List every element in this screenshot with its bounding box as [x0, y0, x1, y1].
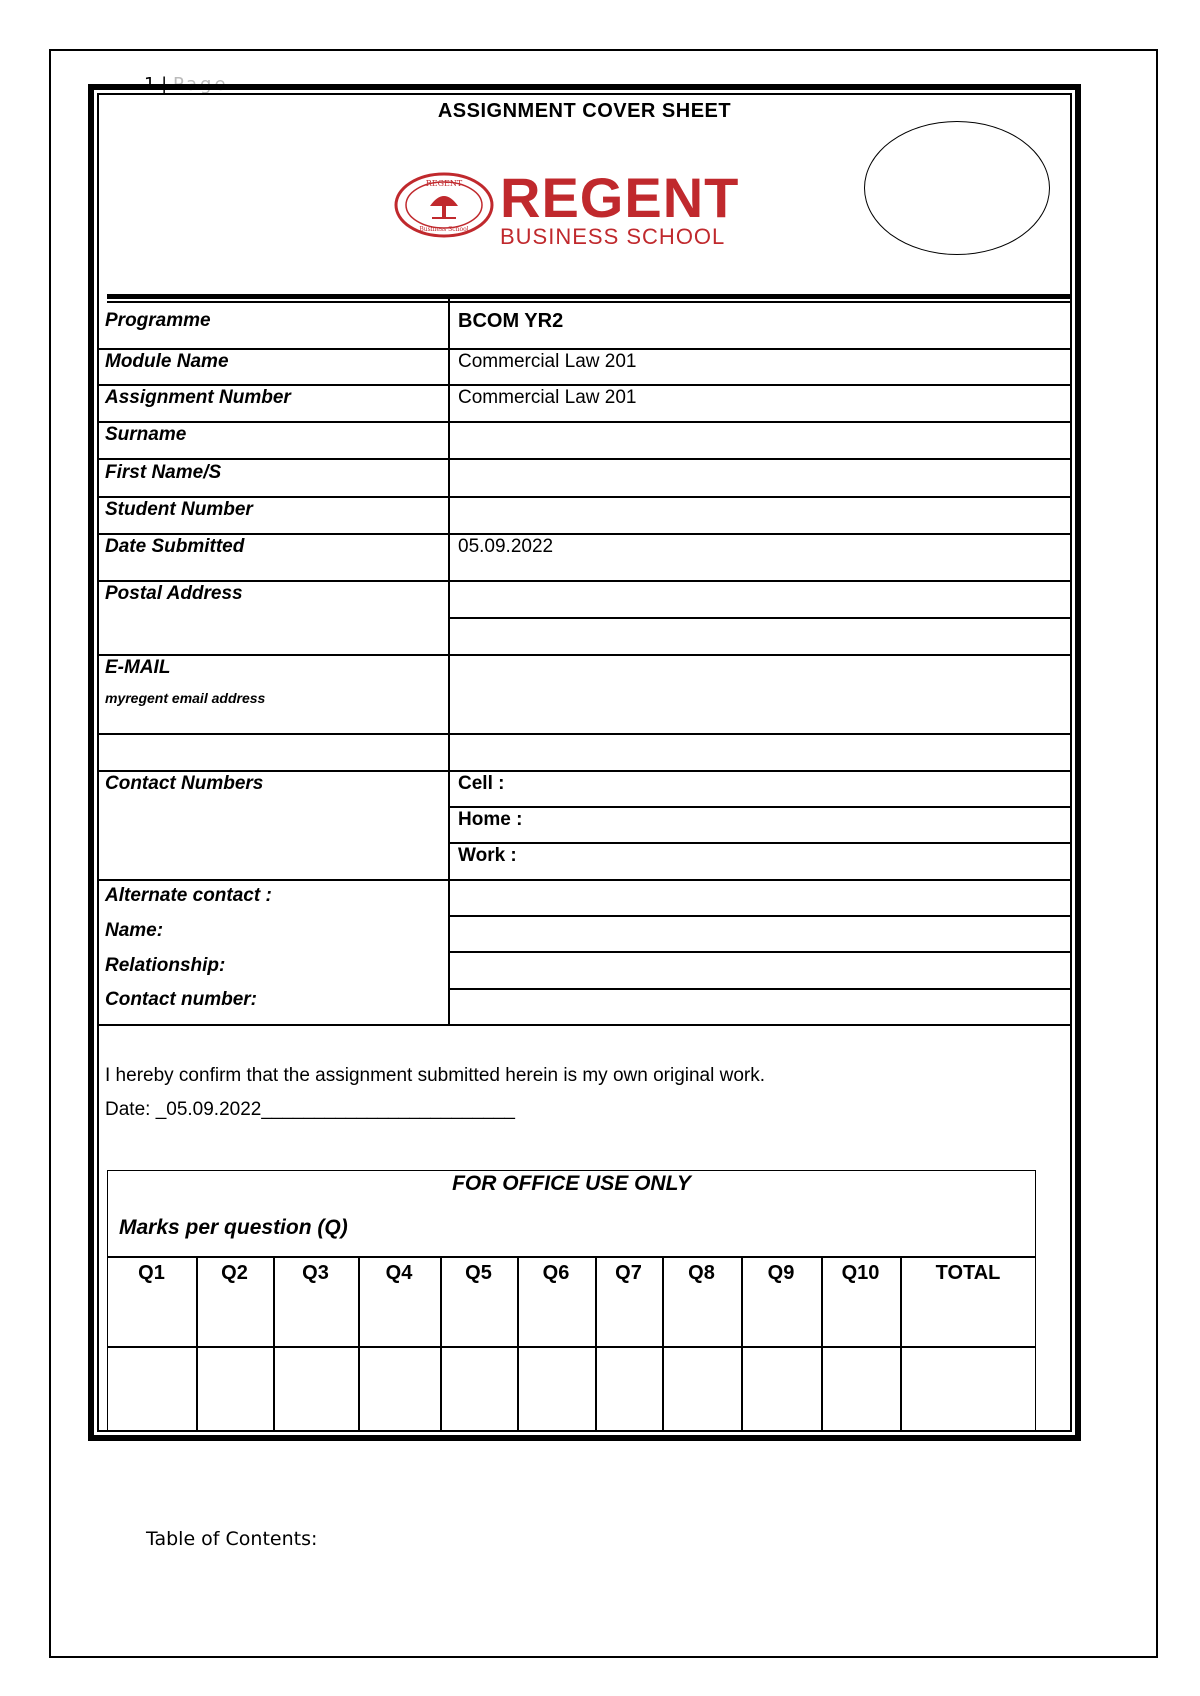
q3-header: Q3	[302, 1262, 329, 1284]
row-divider	[448, 988, 1072, 990]
photo-placeholder	[864, 121, 1050, 255]
row-divider	[97, 654, 1072, 656]
table-of-contents-heading: Table of Contents:	[146, 1528, 318, 1550]
date-submitted-label: Date Submitted	[105, 536, 245, 557]
q5-header: Q5	[465, 1262, 492, 1284]
alternate-name-label: Name:	[105, 920, 164, 941]
row-divider	[97, 733, 1072, 735]
office-use-box	[107, 1170, 1036, 1432]
total-header: TOTAL	[935, 1262, 1001, 1284]
seal-text-bottom: Business School	[419, 226, 469, 233]
q1-header: Q1	[138, 1262, 165, 1284]
row-divider	[448, 348, 1072, 350]
student-number-field[interactable]	[458, 499, 1058, 529]
alternate-contact-label: Alternate contact :	[105, 885, 272, 906]
student-number-label: Student Number	[105, 499, 253, 520]
row-divider	[97, 458, 1072, 460]
row-divider	[97, 770, 1072, 772]
row-divider	[97, 1024, 1072, 1026]
row-divider	[97, 348, 448, 350]
row-divider	[448, 951, 1072, 953]
regent-seal-logo	[394, 172, 494, 238]
q10-header: Q10	[841, 1262, 880, 1284]
date-submitted-value[interactable]: 05.09.2022	[458, 536, 554, 557]
postal-address-field-1[interactable]	[458, 583, 1058, 613]
q6-header: Q6	[542, 1262, 570, 1284]
marks-row-divider	[107, 1346, 1036, 1348]
seal-text-top: REGENT	[425, 179, 463, 188]
row-divider	[448, 617, 1072, 619]
row-divider	[97, 879, 1072, 881]
work-label[interactable]: Work :	[458, 845, 517, 866]
cell-label[interactable]: Cell :	[458, 773, 505, 794]
email-label: E-MAIL	[105, 657, 171, 678]
row-divider	[448, 806, 1072, 808]
office-use-title: FOR OFFICE USE ONLY	[452, 1172, 691, 1195]
email-field[interactable]	[458, 660, 1058, 730]
assignment-number-value[interactable]: Commercial Law 201	[458, 387, 637, 408]
programme-value[interactable]: BCOM YR2	[458, 310, 564, 332]
email-sublabel: myregent email address	[105, 690, 266, 706]
home-label[interactable]: Home :	[458, 809, 523, 830]
marks-header-divider	[107, 1256, 1036, 1258]
postal-address-field-2[interactable]	[458, 620, 1058, 650]
q8-header: Q8	[688, 1262, 715, 1284]
brand-name: REGENT	[500, 166, 740, 229]
q7-header: Q7	[615, 1262, 642, 1284]
marks-per-question-label: Marks per question (Q)	[119, 1216, 348, 1239]
page-number: 1 | Page	[144, 74, 229, 95]
row-divider	[97, 384, 1072, 386]
row-divider	[97, 421, 1072, 423]
alternate-relationship-label: Relationship:	[105, 955, 226, 976]
brand-subtitle: BUSINESS SCHOOL	[500, 224, 726, 249]
q9-header: Q9	[767, 1262, 795, 1284]
q2-header: Q2	[221, 1262, 248, 1284]
document-title: ASSIGNMENT COVER SHEET	[437, 100, 732, 122]
postal-address-label: Postal Address	[105, 583, 243, 604]
contact-numbers-label: Contact Numbers	[105, 773, 264, 794]
module-name-label: Module Name	[105, 351, 229, 372]
row-divider	[97, 533, 1072, 535]
header-rule-thin	[107, 301, 1070, 303]
declaration-statement: I hereby confirm that the assignment submitted herein is my own original work.	[105, 1065, 766, 1086]
programme-label: Programme	[105, 310, 211, 331]
row-divider	[448, 842, 1072, 844]
assignment-number-label: Assignment Number	[105, 387, 291, 408]
first-name-label: First Name/S	[105, 462, 222, 483]
surname-field[interactable]	[458, 424, 1058, 454]
header-rule	[107, 294, 1070, 299]
brand-logo	[500, 166, 740, 250]
row-divider	[97, 496, 1072, 498]
page-word: Page	[172, 74, 229, 95]
module-name-value[interactable]: Commercial Law 201	[458, 351, 637, 372]
q4-header: Q4	[385, 1262, 413, 1284]
first-name-field[interactable]	[458, 462, 1058, 492]
declaration-date[interactable]: Date: _05.09.2022________________________	[105, 1099, 515, 1120]
alternate-contact-number-label: Contact number:	[105, 989, 257, 1010]
page-number-value: 1	[144, 74, 156, 95]
row-divider	[97, 580, 1072, 582]
surname-label: Surname	[105, 424, 187, 445]
row-divider	[448, 915, 1072, 917]
